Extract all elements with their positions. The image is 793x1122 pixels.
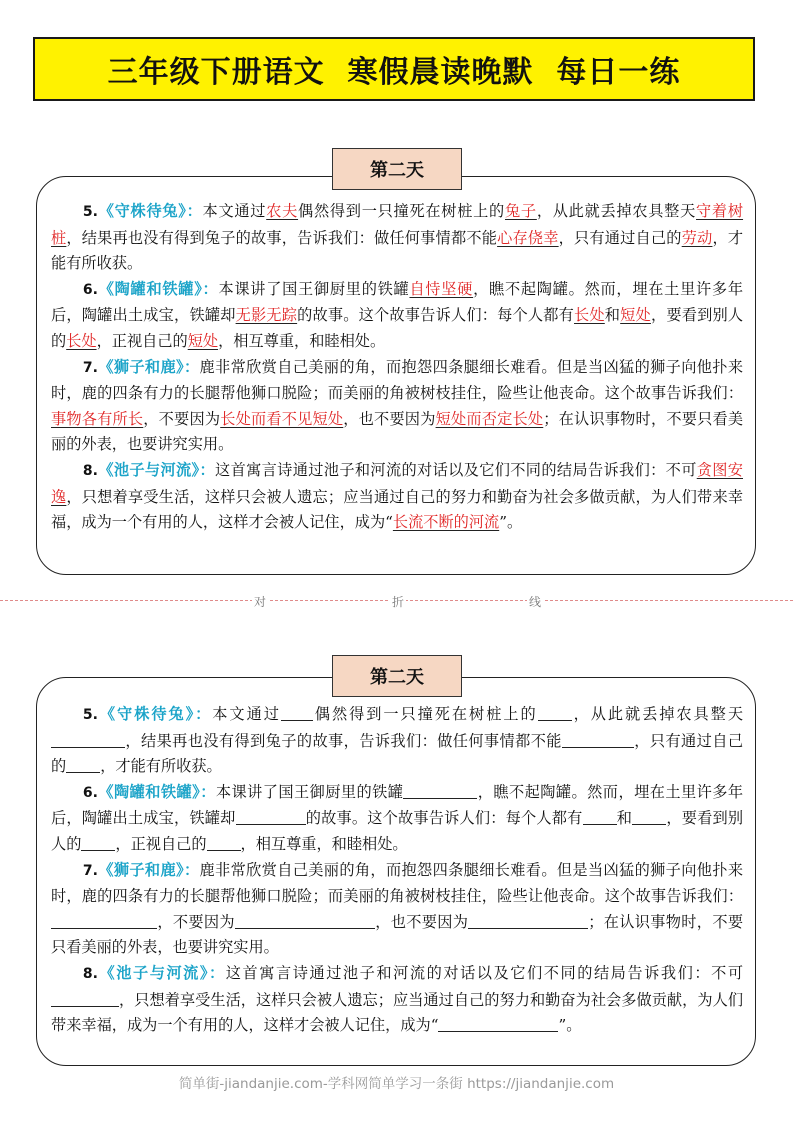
question-number: 6. — [82, 281, 98, 298]
passage-text: ，从此就丢掉农具整天 — [536, 202, 697, 220]
answer-blank[interactable] — [81, 835, 115, 851]
passage-text: ，要看到别人的 — [51, 809, 744, 853]
passage-text: ，正视自己的 — [96, 331, 188, 350]
fold-label-dui: 对 — [254, 595, 267, 609]
answer-blank[interactable] — [438, 1016, 558, 1032]
question-8 — [51, 961, 743, 1039]
answer-text: 长流不断的河流 — [392, 513, 500, 532]
passage-text: ，不要因为 — [157, 912, 235, 931]
question-number: 5. — [82, 707, 98, 723]
passage-text: ，只有通过自己的 — [51, 731, 744, 776]
answer-blank[interactable] — [51, 990, 119, 1006]
answer-blank[interactable] — [51, 731, 125, 747]
answer-text: 长处 — [574, 306, 605, 325]
question-7 — [51, 355, 743, 458]
passage-text: ，只想着享受生活，这样只会被人遗忘；应当通过自己的努力和勤奋为社会多做贡献，为人们带来幸福，成为一个有用的人，这样才会被人记住，成为“ — [51, 990, 743, 1035]
answer-text: 自恃坚硬 — [409, 279, 474, 298]
passage-text: 鹿非常欣赏自己美丽的角，而抱怨四条腿细长难看。但是当凶猛的狮子向他扑来时，鹿的四条有力的长腿帮他狮口脱险；而美丽的角被树枝挂住，险些让他丧命。这个故事告诉我们： — [51, 860, 744, 906]
question-8 — [51, 458, 743, 536]
answer-blank[interactable] — [583, 809, 617, 825]
passage-text: ，从此就丢掉农具整天 — [571, 705, 744, 723]
passage-text: ，也不要因为 — [374, 912, 469, 931]
fold-label-xian: 线 — [529, 595, 542, 609]
book-title: 《狮子和鹿》： — [97, 860, 200, 879]
answer-blank[interactable] — [281, 705, 313, 721]
passage-text: ”。 — [499, 513, 523, 532]
answer-blank[interactable] — [51, 913, 157, 929]
question-7 — [51, 858, 743, 961]
answer-text: 长处 — [66, 331, 97, 350]
answer-blank[interactable] — [632, 809, 666, 825]
passage-text: ，结果再也没有得到兔子的故事，告诉我们：做任何事情都不能 — [66, 228, 498, 247]
passage-text: 的故事。这个故事告诉人们：每个人都有 — [305, 809, 583, 828]
passage-text: 本文通过 — [212, 705, 281, 723]
answer-blank[interactable] — [562, 731, 634, 747]
answer-blank[interactable] — [403, 783, 477, 799]
answer-text: 心存侥幸 — [497, 228, 559, 247]
practice-content — [51, 702, 743, 1039]
question-6 — [51, 780, 743, 858]
passage-text: ，才能有所收获。 — [100, 757, 222, 776]
book-title: 《陶罐和铁罐》： — [97, 279, 219, 298]
answer-text: 事物各有所长 — [51, 409, 144, 428]
book-title: 《狮子和鹿》： — [97, 357, 200, 376]
question-6 — [51, 277, 743, 355]
book-title: 《守株待兔》： — [97, 705, 213, 723]
passage-text: 本课讲了国王御厨里的铁罐 — [218, 279, 410, 298]
question-5 — [51, 199, 743, 277]
passage-text: ，才能有所收获。 — [51, 228, 744, 273]
practice-card — [36, 677, 756, 1066]
answer-text: 短处 — [620, 306, 651, 325]
answer-blank[interactable] — [236, 809, 306, 825]
answer-text: 贪图安逸 — [51, 460, 743, 506]
passage-text: ，瞧不起陶罐。然而，埋在土里许多年后，陶罐出土成宝，铁罐却 — [51, 782, 744, 828]
question-5 — [51, 702, 743, 780]
passage-text: 本文通过 — [202, 202, 267, 220]
passage-text: ，也不要因为 — [343, 409, 436, 428]
passage-text: 和 — [616, 809, 633, 828]
answer-blank[interactable] — [538, 705, 572, 721]
book-title: 《守株待兔》： — [97, 202, 203, 220]
question-number: 6. — [82, 784, 98, 801]
passage-text: ；在认识事物时，不要只看美丽的外表，也要讲究实用。 — [51, 912, 744, 957]
answer-content — [51, 199, 743, 536]
passage-text: 鹿非常欣赏自己美丽的角，而抱怨四条腿细长难看。但是当凶猛的狮子向他扑来时，鹿的四条有力的长腿帮他狮口脱险；而美丽的角被树枝挂住，险些让他丧命。这个故事告诉我们： — [51, 357, 744, 403]
passage-text: ，不要因为 — [143, 409, 221, 428]
answer-blank[interactable] — [235, 913, 375, 929]
passage-text: ，要看到别人的 — [51, 306, 744, 350]
question-number: 8. — [82, 965, 98, 982]
passage-text: 偶然得到一只撞死在树桩上的 — [312, 705, 538, 723]
answer-text: 守着树桩 — [51, 202, 744, 247]
answer-blank[interactable] — [207, 835, 241, 851]
passage-text: ，瞧不起陶罐。然而，埋在土里许多年后，陶罐出土成宝，铁罐却 — [51, 279, 744, 325]
answer-blank[interactable] — [66, 757, 100, 773]
question-number: 5. — [82, 204, 98, 220]
answer-card — [36, 176, 756, 575]
answer-text: 劳动 — [681, 228, 713, 247]
passage-text: ，正视自己的 — [115, 834, 207, 853]
answer-blank[interactable] — [468, 913, 588, 929]
day-tag-practice: 第二天 — [332, 655, 462, 697]
answer-text: 兔子 — [504, 202, 537, 220]
book-title: 《池子与河流》： — [97, 963, 226, 982]
passage-text: 偶然得到一只撞死在树桩上的 — [298, 202, 505, 220]
answer-text: 短处 — [187, 331, 219, 350]
passage-text: ；在认识事物时，不要只看美丽的外表，也要讲究实用。 — [51, 409, 744, 454]
page-title: 三年级下册语文 寒假晨读晚默 每日一练 — [107, 55, 681, 90]
passage-text: 这首寓言诗通过池子和河流的对话以及它们不同的结局告诉我们：不可 — [215, 460, 697, 479]
book-title: 《池子与河流》： — [97, 460, 216, 479]
passage-text: ，只想着享受生活，这样只会被人遗忘；应当通过自己的努力和勤奋为社会多做贡献，为人们带来幸福，成为一个有用的人，这样才会被人记住，成为“ — [51, 487, 744, 532]
passage-text: ，相互尊重，和睦相处。 — [240, 834, 408, 853]
fold-label-zhe: 折 — [392, 595, 405, 609]
passage-text: ，结果再也没有得到兔子的故事，告诉我们：做任何事情都不能 — [125, 731, 562, 750]
answer-text: 短处而否定长处 — [435, 409, 544, 428]
passage-text: 和 — [604, 306, 621, 325]
day-tag-answers: 第二天 — [332, 148, 462, 190]
answer-text: 农夫 — [266, 202, 299, 220]
passage-text: ”。 — [558, 1016, 582, 1035]
book-title: 《陶罐和铁罐》： — [97, 782, 216, 801]
passage-text: 本课讲了国王御厨里的铁罐 — [215, 782, 404, 801]
footer-watermark: 简单街-jiandanjie.com-学科网简单学习一条街 https://jiandanjie.com — [178, 1076, 615, 1092]
question-number: 7. — [82, 359, 98, 376]
passage-text: ，相互尊重，和睦相处。 — [218, 331, 386, 350]
question-number: 8. — [82, 462, 98, 479]
title-banner — [33, 37, 755, 101]
question-number: 7. — [82, 862, 98, 879]
passage-text: 的故事。这个故事告诉人们：每个人都有 — [297, 306, 575, 325]
passage-text: 这首寓言诗通过池子和河流的对话以及它们不同的结局告诉我们：不可 — [225, 963, 744, 982]
answer-text: 无影无踪 — [235, 306, 298, 325]
answer-text: 长处而看不见短处 — [220, 409, 344, 428]
passage-text: ，只有通过自己的 — [558, 228, 682, 247]
